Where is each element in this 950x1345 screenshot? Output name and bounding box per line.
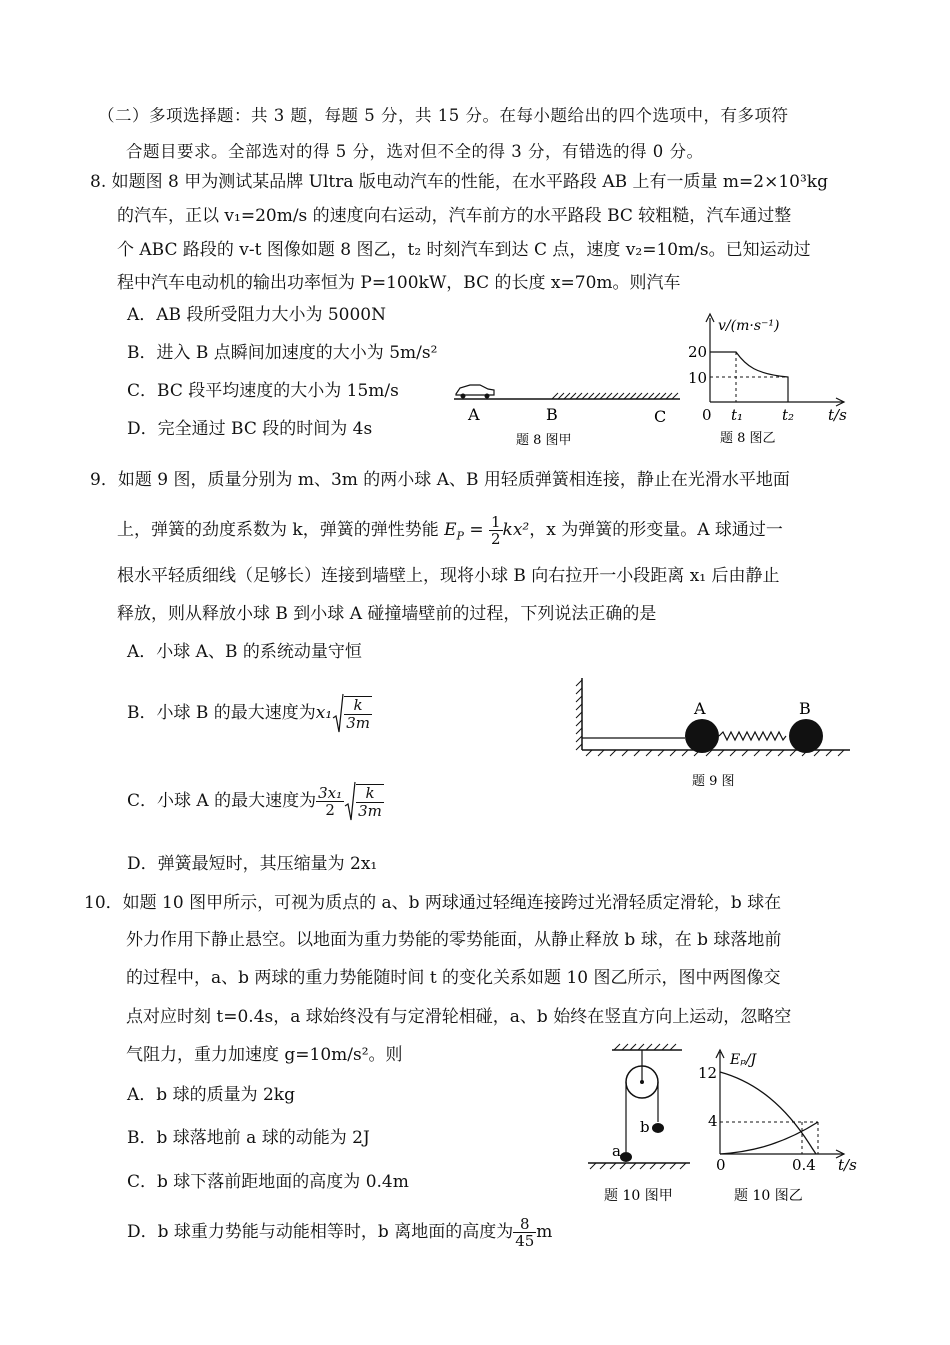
q10-stem-line1: 10．如题 10 图甲所示，可视为质点的 a、b 两球通过轻绳连接跨过光滑轻质定滑轮，b 球在 xyxy=(84,893,782,913)
q9-option-c-text: C．小球 A 的最大速度为 xyxy=(127,791,317,811)
formula-half-num: 1 xyxy=(491,512,501,531)
q9-option-a: A．小球 A、B 的系统动量守恒 xyxy=(127,642,362,662)
formula-half-den: 2 xyxy=(491,530,501,548)
q9-option-b-frac xyxy=(344,696,372,731)
ball-a xyxy=(620,1152,632,1162)
q10-fig-a-caption: 题 10 图甲 xyxy=(604,1188,673,1204)
q10-option-d-text: D．b 球重力势能与动能相等时，b 离地面的高度为 xyxy=(127,1222,514,1242)
q8-stem-line2: 的汽车，正以 v₁=20m/s 的速度向右运动，汽车前方的水平路段 BC 较粗糙，汽车通过整 xyxy=(117,206,792,226)
ep-ytick-12: 12 xyxy=(698,1064,718,1082)
road-label-a: A xyxy=(468,405,480,424)
wall-hatch xyxy=(576,680,582,750)
q9-stem-line1: 9．如题 9 图，质量分别为 m、3m 的两小球 A、B 用轻质弹簧相连接，静止在光滑水平地面 xyxy=(90,470,790,490)
q8-stem-line1: 8. 如题图 8 甲为测试某品牌 Ultra 版电动汽车的性能，在水平路段 AB 上有一质量 m=2×10³kg xyxy=(90,172,828,192)
vt-xtick-t1: t₁ xyxy=(731,406,744,424)
rough-surface-hatch xyxy=(552,393,678,399)
q8-option-c: C．BC 段平均速度的大小为 15m/s xyxy=(127,381,399,401)
q9-option-c-coef xyxy=(316,785,344,819)
q9-option-c-num: k xyxy=(356,785,384,803)
ball-b xyxy=(652,1123,664,1133)
q8-fig-b-caption: 题 8 图乙 xyxy=(720,431,776,446)
q10-option-c: C．b 球下落前距地面的高度为 0.4m xyxy=(127,1172,409,1192)
road-label-b: B xyxy=(546,405,558,424)
formula-ep: E xyxy=(444,520,457,540)
q9-option-b xyxy=(127,690,372,736)
sqrt-sign-icon xyxy=(344,780,356,824)
section-header-line1: （二）多项选择题：共 3 题，每题 5 分，共 15 分。在每小题给出的四个选项中，有多项符 xyxy=(98,106,789,125)
q8-figure-vt-graph xyxy=(684,310,856,452)
q9-figure-spring xyxy=(572,672,856,796)
q9-option-c xyxy=(127,776,384,826)
q9-option-c-frac xyxy=(356,784,384,819)
q10-stem-line2: 外力作用下静止悬空。以地面为重力势能的零势能面，从静止释放 b 球，在 b 球落地前 xyxy=(126,930,782,950)
q9-option-b-text: B．小球 B 的最大速度为 xyxy=(127,703,316,723)
q8-option-d: D．完全通过 BC 段的时间为 4s xyxy=(127,419,373,439)
formula-kx2: kx² xyxy=(502,520,530,540)
q8-stem-line4: 程中汽车电动机的输出功率恒为 P=100kW，BC 的长度 x=70m。则汽车 xyxy=(117,273,681,293)
q10-option-d-num: 8 xyxy=(513,1216,536,1234)
car-icon xyxy=(456,385,494,399)
q9-stem-line2-b: ，x 为弹簧的形变量。A 球通过一 xyxy=(529,520,783,540)
ball-a-label: A xyxy=(694,699,706,718)
q9-stem-line3: 根水平轻质细线（足够长）连接到墙壁上，现将小球 B 向右拉开一小段距离 x₁ 后由静止 xyxy=(117,566,780,586)
q8-option-a: A．AB 段所受阻力大小为 5000N xyxy=(127,305,386,325)
vt-xtick-0: 0 xyxy=(702,406,712,424)
q9-option-b-x1: x₁ xyxy=(315,703,333,723)
section-header-line2: 合题目要求。全部选对的得 5 分，选对但不全的得 3 分，有错选的得 0 分。 xyxy=(126,142,704,161)
q10-option-b: B．b 球落地前 a 球的动能为 2J xyxy=(127,1128,370,1148)
q9-stem-line2 xyxy=(117,508,783,558)
q9-stem-line4: 释放，则从释放小球 B 到小球 A 碰撞墙壁前的过程，下列说法正确的是 xyxy=(117,604,657,624)
q10-option-a: A．b 球的质量为 2kg xyxy=(127,1085,295,1105)
vt-ylabel: v/(m·s⁻¹) xyxy=(718,318,780,334)
spring xyxy=(719,732,786,740)
sqrt-sign-icon xyxy=(332,692,344,736)
q8-fig-a-caption: 题 8 图甲 xyxy=(516,433,572,448)
ep-xtick-04: 0.4 xyxy=(792,1156,816,1174)
floor-hatch xyxy=(590,1163,686,1169)
q9-stem-line2-a: 上，弹簧的劲度系数为 k，弹簧的弹性势能 xyxy=(117,520,445,540)
vt-xlabel: t/s xyxy=(828,406,847,424)
ep-ytick-4: 4 xyxy=(708,1112,718,1130)
ball-a xyxy=(685,719,719,753)
vt-ytick-10: 10 xyxy=(688,369,708,387)
q9-option-c-den: 3m xyxy=(358,801,382,820)
q10-option-d-den: 45 xyxy=(515,1232,535,1250)
q9-option-b-num: k xyxy=(344,697,372,715)
q10-figure-pulley xyxy=(584,1042,694,1208)
ceiling-hatch xyxy=(614,1044,676,1050)
pulley-axle xyxy=(640,1080,644,1084)
q8-stem-line3: 个 ABC 路段的 v-t 图像如题 8 图乙，t₂ 时刻汽车到达 C 点，速度 v₂=10m/s。已知运动过 xyxy=(117,240,811,260)
q10-option-d xyxy=(127,1208,552,1256)
ep-xtick-0: 0 xyxy=(716,1156,726,1174)
ball-b-label: B xyxy=(799,699,811,718)
q9-option-c-coef-den: 2 xyxy=(325,801,335,819)
ball-b xyxy=(789,719,823,753)
q9-option-c-coef-num: 3x₁ xyxy=(318,783,343,802)
q10-figure-ep-graph xyxy=(694,1042,860,1208)
ep-ylabel: Eₚ/J xyxy=(730,1052,757,1068)
formula-eq: = xyxy=(463,520,489,540)
ep-curve-a xyxy=(720,1122,818,1154)
q10-option-d-unit: m xyxy=(536,1222,553,1242)
formula-half xyxy=(489,514,503,548)
ep-xlabel: t/s xyxy=(838,1156,857,1174)
vt-xtick-t2: t₂ xyxy=(782,406,795,424)
q10-fig-b-caption: 题 10 图乙 xyxy=(734,1188,803,1204)
formula-ep-sub: P xyxy=(456,529,464,543)
q8-option-b: B．进入 B 点瞬间加速度的大小为 5m/s² xyxy=(127,343,438,363)
q10-option-d-frac xyxy=(513,1216,536,1250)
q8-figure-road xyxy=(448,370,688,452)
q9-option-d: D．弹簧最短时，其压缩量为 2x₁ xyxy=(127,854,378,874)
q10-stem-line5: 气阻力，重力加速度 g=10m/s²。则 xyxy=(126,1045,403,1065)
q9-fig-caption: 题 9 图 xyxy=(692,774,735,789)
ball-a-label: a xyxy=(612,1142,621,1160)
q9-option-b-den: 3m xyxy=(346,713,370,732)
q10-stem-line4: 点对应时刻 t=0.4s，a 球始终没有与定滑轮相碰，a、b 始终在竖直方向上运动，忽略空 xyxy=(126,1007,792,1027)
road-label-c: C xyxy=(654,407,667,426)
q10-stem-line3: 的过程中，a、b 两球的重力势能随时间 t 的变化关系如题 10 图乙所示，图中两图像交 xyxy=(126,968,781,988)
vt-ytick-20: 20 xyxy=(688,343,708,361)
ball-b-label: b xyxy=(640,1118,650,1136)
